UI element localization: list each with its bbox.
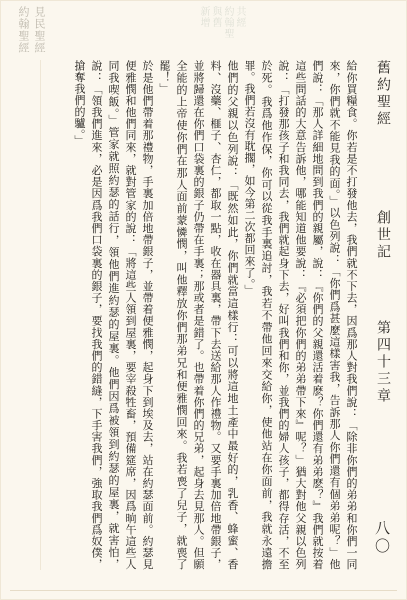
running-head xyxy=(363,60,393,580)
scripture-text xyxy=(40,60,360,570)
section-title: 創世記 xyxy=(375,210,391,261)
library-stamp xyxy=(6,6,245,66)
stamp-text-5: 約翰聖 xyxy=(222,6,233,39)
stamp-text-6: 共經 xyxy=(234,6,245,28)
stamp-text-4: 與舊 xyxy=(210,6,221,28)
chapter-title: 第四十三章 xyxy=(375,320,391,405)
stamp-text-1: 約翰聖經 xyxy=(17,6,30,54)
bottom-rule xyxy=(10,590,397,591)
paragraph-3: 於是他們帶着那禮物，手裏加倍地帶銀子，並帶着便雅憫，起身下到埃及去，站在約瑟面前。約瑟見便雅憫和他們同來，就對管家的說：「將這些人領到屋裏，要宰殺牲畜，預備筵席，因爲晌午這些人同我喫飯。」管家就照約瑟的話行，領他們進約瑟的屋裏。他們因爲被領到約瑟的屋裏，就害怕，說：「領我們進來，必是因爲我們口袋裏的銀子，要找我們的錯縫，下手害我們，強取我們爲奴僕，搶奪我們的驢。」 xyxy=(73,60,154,570)
book-title: 舊約聖經 xyxy=(375,60,391,128)
paragraph-1: 給你買糧食。你若是不打發他去，我們就不下去，因爲那人對我們說：「除非你們的弟弟和你們一同來，你們就不能見我的面。」以色列說：「你們爲甚麼這樣害我，告訴那人你們還有個弟弟呢？」他們說：「那人詳細地問到我們的親屬，說：『你們的父親還活着麽？你們還有弟弟麽？』我們就按着這些問話的大意告訴他，哪能知道他要說：『必須把你們的弟弟帶下來』呢？」猶大對他父親以色列說：「打發那孩子和我同去，我們就起身下去，好叫我們和你，並我們的婦人孩子，都得存活，不至於死。我爲他作保，你可以從我手裏追討，我若不帶他回來交給你，使他站在你面前，我就永遠擔罪。我們若沒有耽擱，如今第二次都回來了。」 xyxy=(243,60,358,570)
paragraph-2: 他們的父親以色列說：「既然如此，你們就當這樣行：可以將這地土產中最好的，乳香、蜂蜜、香料、沒藥、榧子、杏仁，都取一點，收在器具裏，帶下去送給那人作禮物。又要手裏加倍地帶銀子，並將歸還在你們口袋裏的銀子仍帶在手裏；那或者是錯了。也帶着你們的兄弟，起身去見那人。但願全能的上帝使你們在那人面前蒙憐憫，叫他釋放你們那弟兄和便雅憫回來。我若喪了兒子，就喪了罷！」 xyxy=(158,60,239,570)
stamp-text-3: 新增 xyxy=(198,6,209,28)
stamp-text-2: 見民聖經 xyxy=(33,6,46,54)
page-number: 八〇 xyxy=(373,520,391,556)
